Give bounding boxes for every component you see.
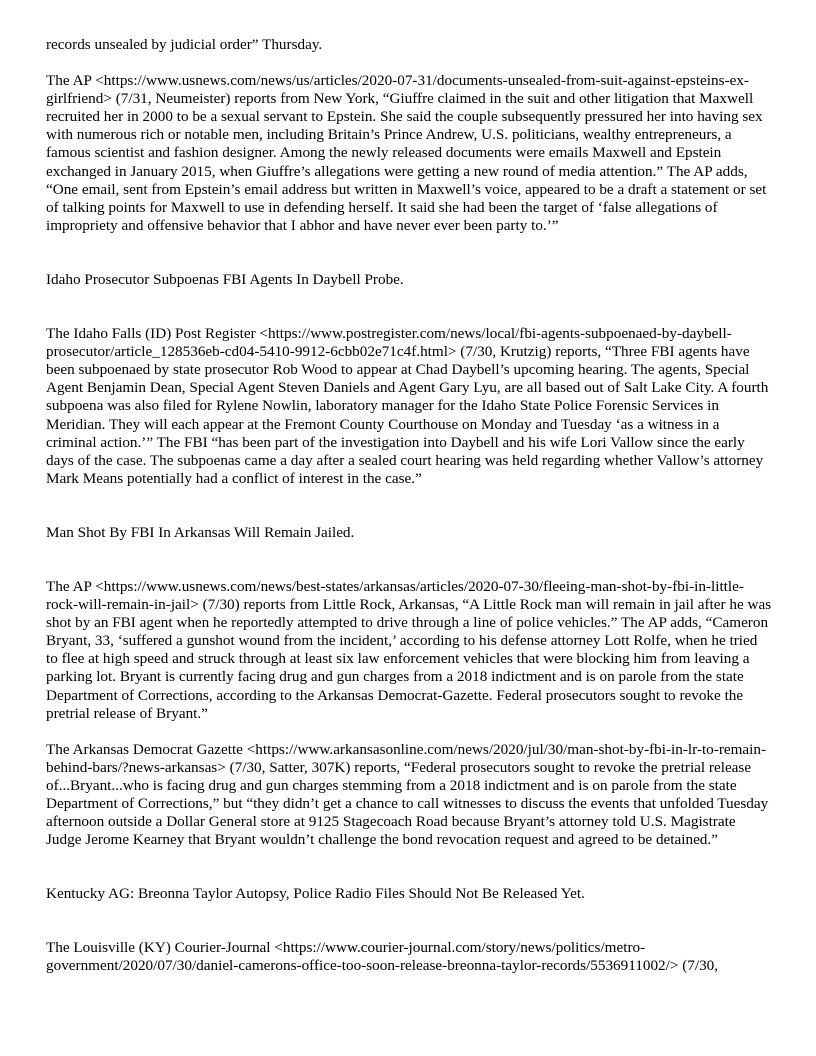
section-spacer: [46, 542, 772, 578]
paragraph-democrat-gazette: The Arkansas Democrat Gazette <https://www.arkansasonline.com/news/2020/jul/30/man-shot-by-fbi-in-lr-to-remain-behind-bars/?news-arkansas> (7/30, Satter, 307K) reports, “Federal prosecutors sought to revoke the pretrial release of...Bryant...who is facing drug and gun charges stemming from a 2018 indictment and is on parole from the state Department of Corrections,” but “they didn’t get a chance to call witnesses to discuss the events that unfolded Tuesday afternoon outside a Dollar General store at 9125 Stagecoach Road because Bryant’s attorney told U.S. Magistrate Judge Jerome Kearney that Bryant wouldn’t challenge the bond revocation request and agreed to be detained.”: [46, 740, 769, 849]
section-spacer: [46, 849, 772, 885]
document-page: [46, 36, 772, 976]
paragraph-spacer: [46, 54, 772, 72]
section-spacer: [46, 488, 772, 524]
paragraph-post-register-daybell: The Idaho Falls (ID) Post Register <https://www.postregister.com/news/local/fbi-agents-subpoenaed-by-daybell-prosecutor/article_128536eb-cd04-5410-9912-6cbb02e71c4f.html> (7/30, Krutzig) reports, “Three FBI agents have been subpoenaed by state prosecutor Rob Wood to appear at Chad Daybell’s upcoming hearing. The agents, Special Agent Benjamin Dean, Special Agent Steven Daniels and Agent Gary Lyu, are all based out of Salt Lake City. A fourth subpoena was also filed for Rylene Nowlin, laboratory manager for the Idaho State Police Forensic Services in Meridian. They will each appear at the Fremont County Courthouse on Monday and Tuesday ‘as a witness in a criminal action.’” The FBI “has been part of the investigation into Daybell and his wife Lori Vallow since the early days of the case. The subpoenas came a day after a sealed court hearing was held regarding whether Vallow’s attorney Mark Means potentially had a conflict of interest in the case.”: [46, 325, 769, 487]
section-spacer: [46, 289, 772, 325]
paragraph-ap-maxwell-report: The AP <https://www.usnews.com/news/us/articles/2020-07-31/documents-unsealed-from-suit-against-epsteins-ex-girlfriend> (7/31, Neumeister) reports from New York, “Giuffre claimed in the suit and other litigation that Maxwell recruited her in 2000 to be a sexual servant to Epstein. She said the couple subsequently pressured her into having sex with numerous rich or notable men, including Britain’s Prince Andrew, U.S. politicians, wealthy entrepreneurs, a famous scientist and fashion designer. Among the newly released documents were emails Maxwell and Epstein exchanged in January 2015, when Giuffre’s allegations were getting a new round of media attention.” The AP adds, “One email, sent from Epstein’s email address but written in Maxwell’s voice, appeared to be a draft a statement or set of talking points for Maxwell to use in defending herself. It said she had been the target of ‘false allegations of impropriety and offensive behavior that I abhor and have never ever been party to.’”: [46, 72, 767, 234]
paragraph-epstein-records-intro: records unsealed by judicial order” Thursday.: [46, 36, 323, 53]
paragraph-spacer: [46, 723, 772, 741]
paragraph-courier-journal: The Louisville (KY) Courier-Journal <https://www.courier-journal.com/story/news/politics/metro-government/2020/07/30/daniel-camerons-office-too-soon-release-breonna-taylor-records/5536911002/> (7/30,: [46, 939, 719, 975]
section-spacer: [46, 903, 772, 939]
headline-kentucky-ag-breonna-taylor: Kentucky AG: Breonna Taylor Autopsy, Police Radio Files Should Not Be Released Yet.: [46, 885, 585, 903]
headline-arkansas-fbi-shooting: Man Shot By FBI In Arkansas Will Remain Jailed.: [46, 523, 355, 541]
paragraph-ap-little-rock: The AP <https://www.usnews.com/news/best-states/arkansas/articles/2020-07-30/fleeing-man-shot-by-fbi-in-little-rock-will-remain-in-jail> (7/30) reports from Little Rock, Arkansas, “A Little Rock man will remain in jail after he was shot by an FBI agent when he reportedly attempted to drive through a line of police vehicles.” The AP adds, “Cameron Bryant, 33, ‘suffered a gunshot wound from the incident,’ according to his defense attorney Lott Rolfe, when he tried to flee at high speed and struck through at least six law enforcement vehicles that were blocking him from leaving a parking lot. Bryant is currently facing drug and gun charges from a 2018 indictment and is on parole from the state Department of Corrections, according to the Arkansas Democrat-Gazette. Federal prosecutors sought to revoke the pretrial release of Bryant.”: [46, 577, 772, 722]
section-spacer: [46, 235, 772, 271]
headline-idaho-prosecutor: Idaho Prosecutor Subpoenas FBI Agents In Daybell Probe.: [46, 270, 404, 288]
